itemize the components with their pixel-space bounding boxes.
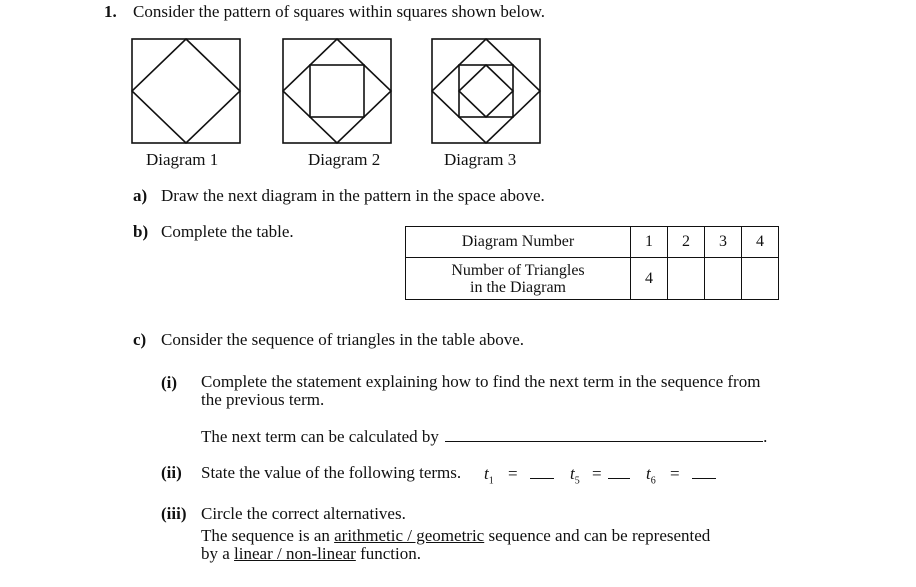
part-ii-label: (ii): [161, 463, 182, 482]
part-i-line2: the previous term.: [201, 390, 325, 409]
part-c-text: Consider the sequence of triangles in the table above.: [161, 330, 525, 349]
outer-square: [283, 39, 391, 143]
diagram-1-label: Diagram 1: [146, 150, 219, 169]
linear-nonlinear-choice[interactable]: linear / non-linear: [234, 544, 356, 563]
triangle-count-input[interactable]: [705, 258, 742, 300]
question-number: 1.: [104, 2, 117, 21]
term-sub: 5: [574, 475, 580, 487]
part-i-statement-row: The next term can be calculated by .: [201, 427, 768, 446]
question-prompt: Consider the pattern of squares within squares shown below.: [133, 2, 546, 21]
triangle-count-cell: 4: [631, 258, 668, 300]
row-header-diagram-number: Diagram Number: [406, 227, 631, 258]
part-a-text: Draw the next diagram in the pattern in the space above.: [161, 186, 545, 205]
arithmetic-geometric-choice[interactable]: arithmetic / geometric: [334, 526, 485, 545]
term-sub: 1: [488, 475, 494, 487]
part-iii-line1-post: sequence and can be represented: [488, 526, 711, 545]
term-eq: =: [591, 464, 602, 483]
diagram-2-figure: [282, 38, 394, 146]
term-var: t: [646, 464, 651, 483]
part-iii-line2-post: function.: [360, 544, 421, 563]
part-a-letter: a): [133, 186, 148, 205]
answer-line-t6[interactable]: [692, 464, 716, 479]
term-eq: =: [507, 464, 518, 483]
row-header-triangles-line1: Number of Triangles: [451, 261, 585, 279]
part-iii-line2-pre: by a: [201, 544, 230, 563]
part-b-letter: b): [133, 222, 149, 241]
row-header-triangles-line2: in the Diagram: [470, 278, 566, 296]
outer-square: [132, 39, 240, 143]
diagram-1-figure: [131, 38, 243, 146]
part-iii-label: (iii): [161, 504, 187, 523]
part-ii-text: State the value of the following terms.: [201, 463, 462, 482]
triangles-table: [405, 226, 779, 300]
term-eq: =: [669, 464, 680, 483]
part-iii-line1: [201, 526, 710, 546]
part-i-label: (i): [161, 373, 178, 392]
answer-line-t5[interactable]: [608, 464, 630, 479]
outer-square: [432, 39, 540, 143]
diamond: [432, 39, 540, 143]
diamond: [132, 39, 240, 143]
inner-square: [310, 65, 364, 117]
inner-square: [459, 65, 513, 117]
diagram-2-label: Diagram 2: [308, 150, 381, 169]
term-t1: [484, 464, 554, 486]
diagram-3-figure: [431, 38, 543, 146]
diagram-number-cell: 1: [631, 227, 668, 258]
diamond: [283, 39, 391, 143]
inner-diamond: [459, 65, 513, 117]
diagram-3-label: Diagram 3: [444, 150, 517, 169]
part-iii-line2: [201, 544, 421, 564]
diagram-number-cell: 2: [668, 227, 705, 258]
triangle-count-input[interactable]: [668, 258, 705, 300]
answer-line-next-term[interactable]: [445, 427, 763, 442]
part-iii-text: Circle the correct alternatives.: [201, 504, 406, 523]
part-i-statement: The next term can be calculated by: [201, 427, 439, 446]
term-var: t: [570, 464, 575, 483]
part-iii-line1-pre: The sequence is an: [201, 526, 330, 545]
part-b-text: Complete the table.: [161, 222, 294, 241]
triangle-count-input[interactable]: [742, 258, 779, 300]
term-t6: [646, 464, 716, 486]
part-i-text: [201, 373, 760, 409]
term-t5: [570, 464, 630, 486]
part-i-line1: Complete the statement explaining how to find the next term in the sequence from: [201, 372, 761, 391]
diagram-number-cell: 3: [705, 227, 742, 258]
answer-line-t1[interactable]: [530, 464, 554, 479]
row-header-triangles: [406, 258, 631, 300]
term-var: t: [484, 464, 489, 483]
part-c-letter: c): [133, 330, 147, 349]
diagram-number-cell: 4: [742, 227, 779, 258]
term-sub: 6: [650, 475, 656, 487]
